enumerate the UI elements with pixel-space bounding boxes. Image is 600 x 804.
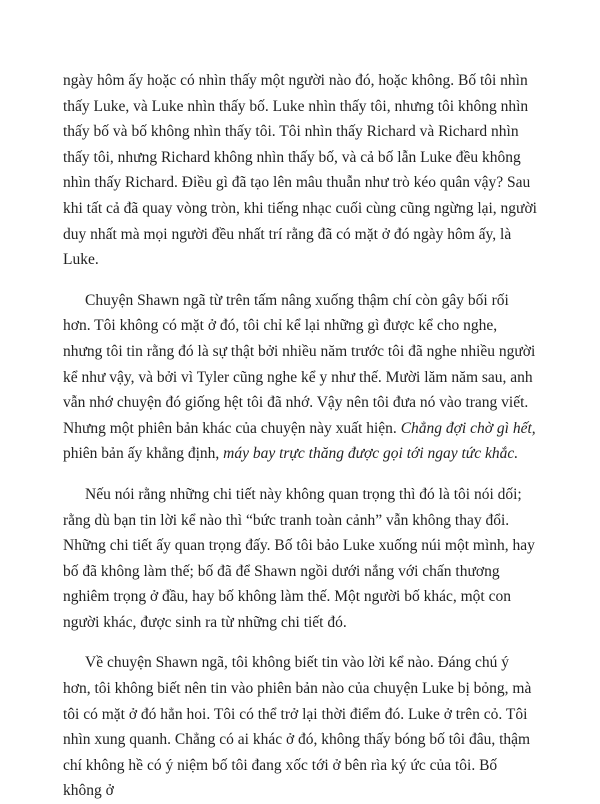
paragraph-2-italic-1: Chẳng đợi chờ gì hết, [400,419,536,437]
paragraph-2 [63,288,537,467]
paragraph-1: ngày hôm ấy hoặc có nhìn thấy một người nào đó, hoặc không. Bố tôi nhìn thấy Luke, và Luke nhìn thấy bố. Luke nhìn thấy tôi, nhưng tôi không nhìn thấy bố và bố không nhìn thấy tôi. Tôi nhìn thấy Richard và Richard nhìn thấy tôi, nhưng Richard không nhìn thấy bố, và cả bố lẫn Luke đều không nhìn thấy Richard. Điều gì đã tạo lên mâu thuẫn như trò kéo quân vậy? Sau khi tất cả đã quay vòng tròn, khi tiếng nhạc cuối cùng cũng ngừng lại, người duy nhất mà mọi người đều nhất trí rằng đã có mặt ở đó ngày hôm ấy, là Luke. [63,72,537,269]
paragraph-2-text-before: Chuyện Shawn ngã từ trên tấm nâng xuống thậm chí còn gây bối rối hơn. Tôi không có mặt ở đó, tôi chỉ kể lại những gì được kể cho nghe, nhưng tôi tin rằng đó là sự thật bởi nhiều năm trước tôi đã nghe nhiều người kể như vậy, và bởi vì Tyler cũng nghe kể y như thế. Mười lăm năm sau, anh vẫn nhớ chuyện đó giống hệt tôi đã nhớ. Vậy nên tôi đưa nó vào trang viết. Nhưng một phiên bản khác của chuyện này xuất hiện. [63,291,536,437]
paragraph-2-italic-2: máy bay trực thăng được gọi tới ngay tức khắc. [223,445,519,463]
paragraph-2-text-middle: phiên bản ấy khẳng định, [63,445,220,463]
body-text [63,68,537,804]
paragraph-3: Nếu nói rằng những chi tiết này không quan trọng thì đó là tôi nói dối; rằng dù bạn tin lời kể nào thì “bức tranh toàn cảnh” vẫn không thay đổi. Những chi tiết ấy quan trọng đấy. Bố tôi bảo Luke xuống núi một mình, hay bố đã không làm thế; bố đã để Shawn ngồi dưới nắng với chấn thương nghiêm trọng ở đầu, hay bố không làm thế. Một người bố khác, một con người khác, được sinh ra từ những chi tiết đó. [63,485,535,631]
paragraph-4: Về chuyện Shawn ngã, tôi không biết tin vào lời kể nào. Đáng chú ý hơn, tôi không biết nên tin vào phiên bản nào của chuyện Luke bị bỏng, mà tôi có mặt ở đó hẳn hoi. Tôi có thể trở lại thời điểm đó. Luke ở trên cỏ. Tôi nhìn xung quanh. Chẳng có ai khác ở đó, không thấy bóng bố tôi đâu, thậm chí không hề có ý niệm bố tôi đang xốc tới ở bên rìa ký ức của tôi. Bố không ở [63,654,532,800]
